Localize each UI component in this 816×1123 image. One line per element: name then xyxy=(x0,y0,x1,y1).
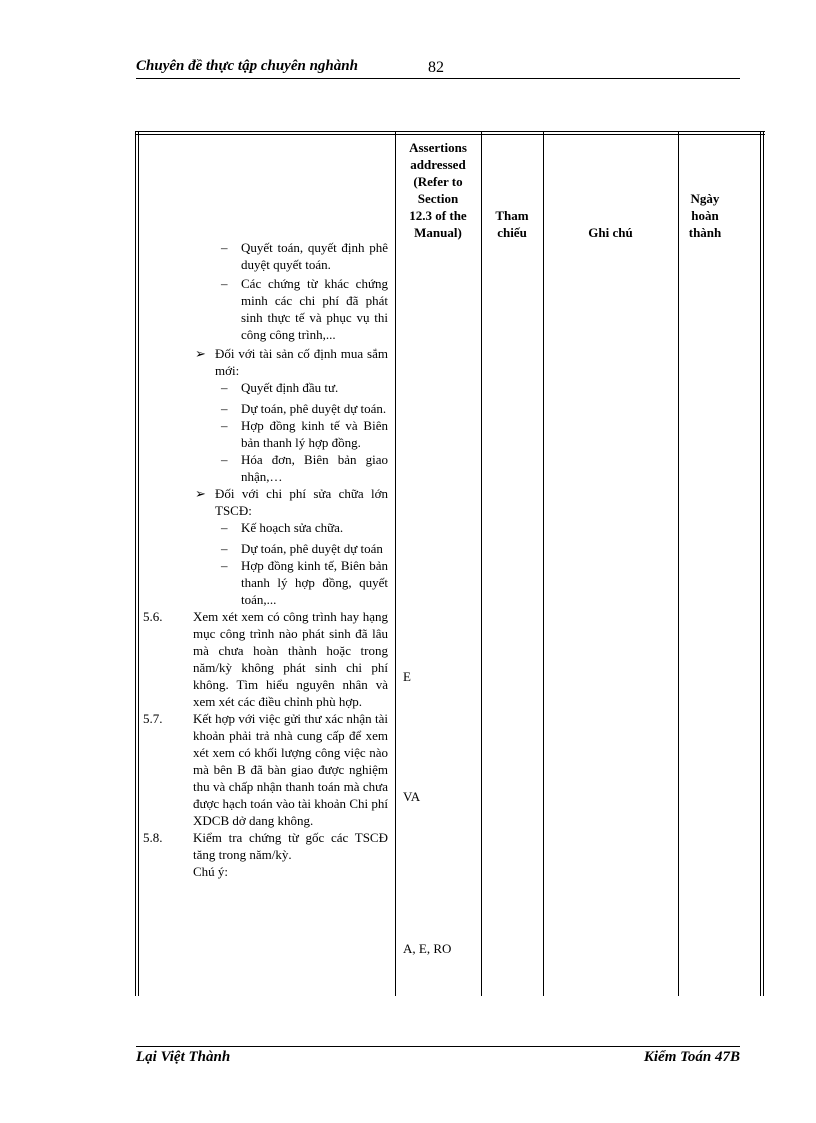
procedure-row xyxy=(143,829,388,863)
procedure-number: 5.8. xyxy=(143,830,163,845)
arrow-bullet-icon: ➢ xyxy=(195,346,206,361)
procedure-text: Xem xét xem có công trình hay hạng mục công trình nào phát sinh đã lâu mà chưa hoàn thành hoặc trong năm/kỳ không phát sinh chi phí không. Tìm hiểu nguyên nhân và xem xét các điều chỉnh phù hợp. xyxy=(193,609,388,709)
assertion-value: VA xyxy=(403,789,421,804)
list-item-text: Quyết định đầu tư. xyxy=(241,380,339,395)
header-text: Assertions xyxy=(409,140,467,155)
list-item xyxy=(195,485,388,519)
table-top-border xyxy=(135,131,765,132)
header-text: Ghi chú xyxy=(588,225,633,240)
list-item: – Kế hoạch sửa chữa. xyxy=(221,519,388,536)
header-text: Tham xyxy=(495,208,529,223)
procedure-text: Kiểm tra chứng từ gốc các TSCĐ tăng trong năm/kỳ. xyxy=(193,830,388,862)
assertion-value: E xyxy=(403,669,411,684)
procedure-column xyxy=(143,239,388,880)
header-text: addressed xyxy=(410,157,466,172)
audit-program-table xyxy=(135,131,765,996)
page-footer xyxy=(136,1046,740,1065)
column-divider-3 xyxy=(543,131,544,996)
header-text: chiếu xyxy=(497,225,527,240)
header-text: Manual) xyxy=(414,225,462,240)
list-item-text: Hóa đơn, Biên bản giao nhận,… xyxy=(241,452,388,484)
list-item: – Quyết toán, quyết định phê duyệt quyết toán. xyxy=(221,240,388,272)
list-item-text: Đối với tài sản cố định mua sắm mới: xyxy=(215,346,388,378)
column-divider-4 xyxy=(678,131,679,996)
procedure-row xyxy=(143,710,388,829)
note-label: Chú ý: xyxy=(193,864,229,879)
table-left-border xyxy=(135,131,136,996)
list-item-text: Quyết toán, quyết định phê duyệt quyết toán. xyxy=(241,240,388,272)
procedure-text: Kết hợp với việc gửi thư xác nhận tài khoản phải trả nhà cung cấp để xem xét xem có khối lượng công việc nào mà bên B đã bàn giao được nghiệm thu và chấp nhận thanh toán mà chưa được hạch toán vào tài khoản Chi phí XDCB dở dang không. xyxy=(193,711,388,828)
list-item: – Quyết định đầu tư. xyxy=(221,379,388,396)
header-assertions xyxy=(396,139,480,241)
list-item-text: Các chứng từ khác chứng minh các chi phí đã phát sinh thực tế và phục vụ thi công công trình,... xyxy=(241,276,388,342)
table-right-border-inner xyxy=(760,131,761,996)
header-text: Ngày xyxy=(690,191,720,206)
table-top-border-inner xyxy=(135,134,765,135)
header-text: Section xyxy=(417,191,459,206)
list-item: – Hợp đồng kinh tế và Biên bản thanh lý hợp đồng. xyxy=(221,418,388,450)
author-name: Lại Việt Thành xyxy=(136,1049,231,1065)
procedure-row xyxy=(143,608,388,710)
list-item-text: Dự toán, phê duyệt dự toán. xyxy=(241,401,387,416)
list-item: – Dự toán, phê duyệt dự toán xyxy=(221,540,388,557)
assertion-value: A, E, RO xyxy=(403,941,452,956)
list-item-text: Hợp đồng kinh tế, Biên bản thanh lý hợp đồng, quyết toán,... xyxy=(241,558,388,607)
list-item: – Hóa đơn, Biên bản giao nhận,… xyxy=(221,452,388,484)
course-name: Kiểm Toán 47B xyxy=(643,1049,740,1065)
list-item-text: Kế hoạch sửa chữa. xyxy=(241,520,344,535)
list-item-text: Dự toán, phê duyệt dự toán xyxy=(241,541,383,556)
list-item-text: Đối với chi phí sửa chữa lớn TSCĐ: xyxy=(215,486,388,518)
page-number: 82 xyxy=(428,59,444,76)
header-text: thành xyxy=(688,225,722,240)
header-text: (Refer to xyxy=(413,174,463,189)
header-ngay-hoan-thanh xyxy=(679,190,731,241)
header-ghi-chu xyxy=(544,224,677,241)
header-text: 12.3 of the xyxy=(409,208,467,223)
header-tham-chieu xyxy=(482,207,542,241)
list-item: – Dự toán, phê duyệt dự toán. xyxy=(221,401,387,416)
arrow-bullet-icon: ➢ xyxy=(195,486,206,501)
list-item: – Hợp đồng kinh tế, Biên bản thanh lý hợp đồng, quyết toán,... xyxy=(221,558,388,607)
table-left-border-inner xyxy=(138,131,139,996)
list-item-text: Hợp đồng kinh tế và Biên bản thanh lý hợp đồng. xyxy=(241,418,388,450)
page-header xyxy=(136,56,740,79)
list-item xyxy=(195,345,388,379)
list-item: – Các chứng từ khác chứng minh các chi phí đã phát sinh thực tế và phục vụ thi công công trình,... xyxy=(221,276,388,342)
procedure-number: 5.7. xyxy=(143,711,163,726)
column-divider-2 xyxy=(481,131,482,996)
table-right-border xyxy=(763,131,764,996)
header-text: hoàn xyxy=(691,208,719,223)
document-title: Chuyên đề thực tập chuyên nghành xyxy=(136,58,358,74)
column-divider-1 xyxy=(395,131,396,996)
procedure-number: 5.6. xyxy=(143,609,163,624)
